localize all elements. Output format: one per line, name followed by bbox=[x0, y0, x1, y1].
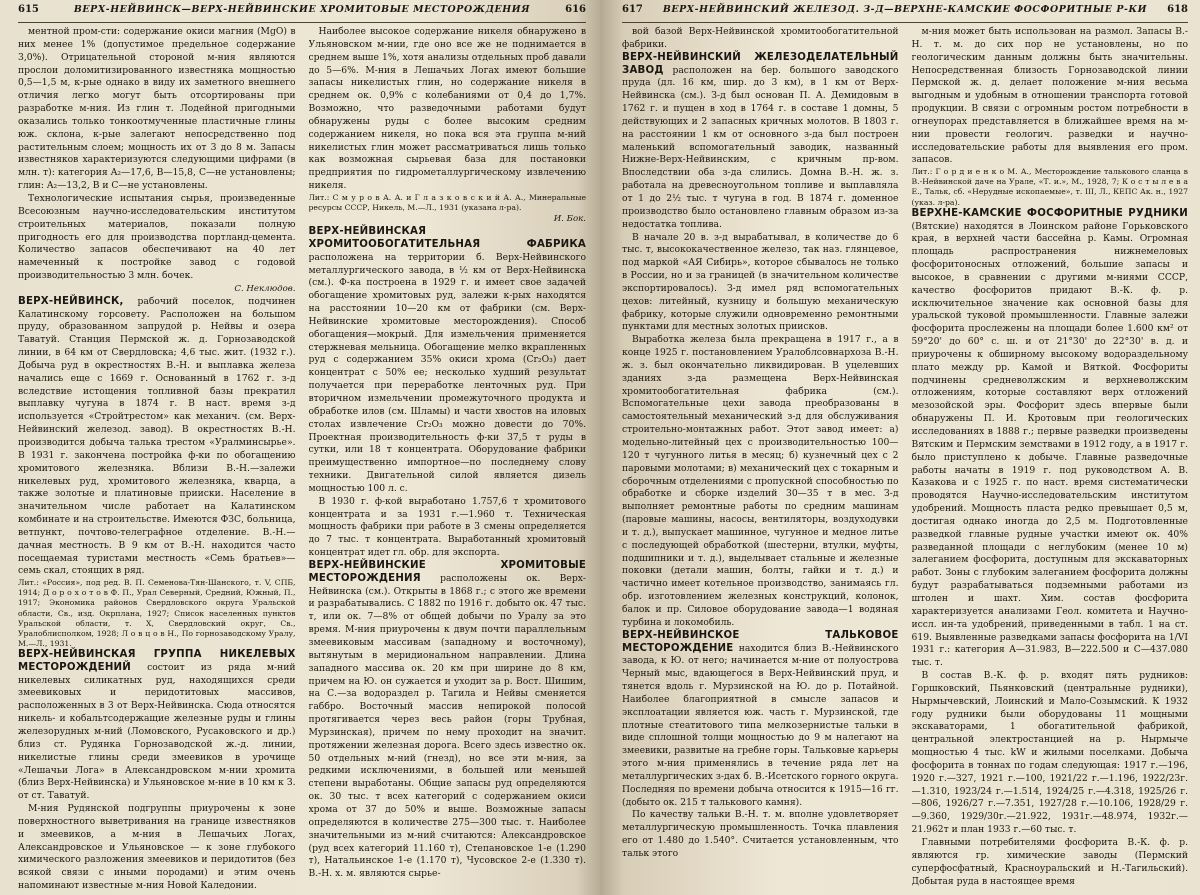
encyclopedia-entry bbox=[622, 630, 899, 810]
right-page bbox=[600, 0, 1200, 895]
encyclopedia-entry bbox=[622, 52, 899, 232]
entry-headword: ВЕРХ-НЕЙВИНСКОЕ ТАЛЬКОВОЕ МЕСТОРОЖДЕНИЕ bbox=[622, 629, 899, 654]
running-title: ВЕРХ-НЕЙВИНСК—ВЕРХ-НЕЙВИНСКИЕ ХРОМИТОВЫЕ МЕСТОРОЖДЕНИЯ bbox=[73, 4, 531, 15]
paragraph: В состав В.-К. ф. р. входят пять рудников: Горшковский, Пьянковский (центральные рудники), Нырмычевский, Лоинский и Мало-Созымский. К 1932 году рудники были оборудованы 11 мощными экскаваторами, 1 обогатительной фабрикой, центральной электростанцией на р. Нырмыче мощностью 4 тыс. kW и жилыми поселками. Добыча фосфорита в тоннах по годам следующая: 1917 г.—196, 1920 г.—327, 1921 г.—100, 1921/22 г.—1.196, 1922/23г.—1.310, 1923/24 г.—1.514, 1924/25 г.—4.318, 1925/26 г.—806, 1926/27 г.—7.351, 1927/28 г.—10.106, 1928/29 г.—9.360, 1929/30г.—21.922, 1931г.—48.974, 1932г.—21.962т и план 1933 г.—60 тыс. т. bbox=[911, 670, 1188, 836]
paragraph: Главными потребителями фосфорита В.-К. ф. р. являются гр. химические заводы (Пермский суперфосфатный, Красноуральский и Н.-Тагильский). Добытая руда в настоящее время bbox=[911, 837, 1188, 887]
paragraph: По качеству тальки В.-Н. т. м. вполне удовлетворяет металлургическую промышленность. Точка плавления его от 1.480 до 1.540°. Считается установленным, что тальк этого bbox=[622, 809, 899, 859]
encyclopedia-entry bbox=[18, 296, 296, 579]
entry-text: расположен на бер. большого заводского пруда (дл. 16 км, шир. до 3 км), в 1 км от Верх-Нейвинска (см.). З-д был основан П. А. Демидовым в 1762 г. и пущен в ход в 1764 г. в составе 1 домны, 5 действующих и 2 запасных кричных молотов. В 1803 г. на расстоянии 1 км от основного з-да был построен маленький вспомогательный заводик, названный Нижне-Верх-Нейвинским, с кричным пр-вом. Впоследствии оба з-да слились. Домна В.-Н. ж. з. работала на древесноугольном топливе и выплавляла от 1 до 2½ тыс. т чугуна в год. В 1874 г. доменное производство было остановлено главным образом из-за недостатка топлива. bbox=[622, 64, 899, 230]
running-title: ВЕРХ-НЕЙВИНСКИЙ ЖЕЛЕЗОД. З-Д—ВЕРХНЕ-КАМСКИЕ ФОСФОРИТНЫЕ Р-КИ bbox=[662, 4, 1148, 15]
page-number: 618 bbox=[1167, 4, 1188, 15]
text-columns bbox=[18, 26, 586, 891]
entry-text: рабочий поселок, подчинен Калатинскому горсовету. Расположен на большом пруду, образованном запрудой р. Нейвы и озера Таватуй. Станция Пермской ж. д. Горнозаводской линии, в 64 км от Свердловска; 4,6 тыс. жит. (1932 г.). Добыча руд в окрестностях В.-Н. и выплавка железа начались еще с 1669 г. Основанный в 1762 г. з-д вследствие истощения топливной базы прекратил выплавку чугуна в 1874 г. В наст. время з-д используется «Стройтрестом» как механич. (см. Верх-Нейвинский железод. завод). В окрестностях В.-Н. производится добыча талька трестом «Уралминсырье». В 1931 г. закончена постройка ф-ки по обогащению хромитового железняка. Вблизи В.-Н.—залежи никелевых руд, хромитового железняка, кварца, а также золотые и платиновые прииски. Население в значительном числе работает на Калатинском комбинате и на строительстве. Имеются ФЗС, больница, ветпункт, почтово-телеграфное отделение. В.-Н.—дачная местность. В 9 км от В.-Н. находится часто посещаемая туристами местность «Семь братьев»—семь скал, стоящих в ряд. bbox=[18, 295, 296, 577]
paragraph: В 1930 г. ф-кой выработано 1.757,6 т хромитового концентрата и за 1931 г.—1.960 т. Техническая мощность фабрики при работе в 3 смены определяется до 7 тыс. т концентрата. Выработанный хромитовый концентрат идет гл. обр. для экспорта. bbox=[308, 495, 586, 559]
header-rule bbox=[18, 22, 586, 23]
header-rule bbox=[622, 22, 1188, 23]
entry-headword: ВЕРХНЕ-КАМСКИЕ ФОСФОРИТНЫЕ РУДНИКИ bbox=[911, 207, 1188, 219]
paragraph: Наиболее высокое содержание никеля обнаружено в Ульяновском м-нии, где оно все же не поднимается в среднем выше 1%, хотя анализы отдельных проб давали до 5—6%. М-ния в Лешачьих Логах имеют большие запасы никелистых глин, но содержание никеля в среднем ок. 0,9% с колебаниями от 0,4 до 1,7%. Возможно, что разведочными работами будут обнаружены руды с более высоким средним содержанием никеля, но пока вся эта группа м-ний никелистых глин может рассматриваться лишь только как возможная сырьевая база для постановки предприятия по гидрометаллургическому извлечению никеля. bbox=[308, 26, 586, 192]
text-columns bbox=[622, 26, 1188, 891]
column bbox=[622, 26, 899, 891]
literature-reference: Лит.: Г о р д и е н к о М. А., Месторождение талькового сланца в В.-Нейвинской даче на Урале, «Т. и.», М., 1928, 7; К о с т ы л е в а Е., Тальк, сб. «Нерудные ископаемые», т. III, Л., КЕПС Ак. н., 1927 (указ. л-ра). bbox=[911, 167, 1188, 207]
entry-text: расположены ок. Верх-Нейвинска (см.). Открыты в 1868 г.; с этого же времени и разрабатывались. С 1882 по 1916 г. добыто ок. 47 тыс. т, или ок. 7—8% от общей добычи по Уралу за это время. М-ния приурочены к двум почти параллельным змеевиковым массивам (западному и восточному), вытянутым в меридиональном направлении. Длина западного массива ок. 20 км при ширине до 8 км, причем на Ю. он сужается и уходит за р. Вост. Шишим, на С.—за водораздел р. Тагила и Нейвы сменяется габбро. Восточный массив непирокой полосой протягивается через весь район (горы Трубная, Мурзинская), причем по нему проходит на значит. протяжении железная дорога. Всего здесь известно ок. 50 отдельных м-ний (гнезд), но все эти м-ния, за редкими исключениями, в большей или меньшей степени выработаны. Общие запасы руд определяются ок. 30 тыс. т всех категорий с содержанием окиси хрома от 37 до 50% и выше. Возможные запасы определяются в количестве 275—300 тыс. т. Наиболее значительными из м-ний считаются: Александровское (руд всех категорий 11.160 т), Степановское 1-е (1.290 т), Натальинское 1-е (1.170 т), Чусовское 2-е (1.330 т). В.-Н. х. м. являются сырье- bbox=[308, 572, 586, 880]
column bbox=[18, 26, 296, 891]
author-signature: С. Неклюдов. bbox=[234, 283, 296, 294]
paragraph: вой базой Верх-Нейвинской хромитообогатительной фабрики. bbox=[622, 26, 899, 50]
paragraph: ментной пром-сти: содержание окиси магния (MgO) в них менее 1% (допустимое предельное содержание 3,0%). Отрицательной стороной м-ния являются прослои доломитизированного известняка мощностью 0,5—1,5 м, к-рые однако в виду их заметного внешнего отличия легко могут быть отсортированы при разработке м-ния. Из глин т. Лодейной пригодными оказались только тонкоотмученные пластичные глины юж. склона, к-рые залегают непосредственно под растительным слоем; мощность их от 3 до 8 м. Запасы известняков характеризуются следующими цифрами (в млн. т): категория A₂—17,6, B—15,8, C—не установлены; глин: A₂—13,2, B и C—не установлены. bbox=[18, 26, 296, 192]
entry-text: расположена на территории б. Верх-Нейвинского металлургического завода, в ½ км от Верх-Нейвинска (см.). Ф-ка построена в 1929 г. и имеет свое задачей обогащение хромитовых руд, залежи к-рых находятся на расстоянии 10—20 км от фабрики (см. Верх-Нейвинские хромитовые месторождения). Способ обогащения—мокрый. Для измельчения применяется стержневая мельница. Обогащение мелко вкрапленных руд с содержанием 35% окиси хрома (Cr₂O₃) дает концентрат с 50% ее; несколько худший результат получается при переработке ленточных руд. При вторичном измельчении промежуточного продукта и обработке илов (см. Шламы) и части хвостов на иловых столах извлечение Cr₂O₃ можно довести до 70%. Проектная производительность ф-ки 37,5 т руды в сутки, или 18 т концентрата. Оборудование фабрики преимущественно импортное—по последнему слову техники. Двигательной силой является дизель мощностью 100 л. с. bbox=[308, 251, 586, 494]
entry-text: состоит из ряда м-ний никелевых силикатных руд, находящихся среди змеевиковых и перидотитовых массивов, расположенных в 3 от Верх-Нейвинска. Сюда относятся никель- и кобальтсодержащие железные руды и глины железорудных м-ний (Ломовского, Русаковского и др.) близ ст. Рудянка Горнозаводской ж.-д. линии, никелистые глины среди змеевиков в урочище «Лешачьи Лога» в Александровском м-нии хромита (близ Верх-Нейвинска) и Ульяновское м-ние в 10 км к З. от ст. Таватуй. bbox=[18, 661, 296, 802]
encyclopedia-entry bbox=[309, 560, 587, 881]
encyclopedia-entry bbox=[18, 649, 296, 803]
paragraph: Выработка железа была прекращена в 1917 г., а в конце 1925 г. постановлением Уралоблсовнархоза В.-Н. ж. з. был окончательно ликвидирован. В уцелевших зданиях з-да размещена Верх-Нейвинская хромитообогатительная фабрика (см.). Вспомогательные цехи завода преобразованы в самостоятельный механический з-д для обслуживания строительно-монтажных работ. Этот завод имеет: а) модельно-литейный цех с производительностью 100—120 т чугунного литья в месяц; б) кузнечный цех с 2 паровыми молотами; в) механический цех с токарным и сборочным отделениями с пропускной способностью по обработке и сборке изделий 30—35 т в мес. З-д выполняет ремонтные работы по средним машинам (паровые машины, насосы, вентиляторы, воздуходувки и т. д.), выпускает машинное, чугунное и медное литье с последующей обработкой (шестерни, втулки, муфты, подшипники и т. д.), выделывает стальные и железные поковки (детали машин, болты, гайки и т. д.) и частично имеет котельное производство, занимаясь гл. обр. изготовлением железных конструкций, колонок, балок и пр. Силовое оборудование завода—1 водяная турбина и локомобиль. bbox=[622, 334, 899, 628]
author-signature: И. Бок. bbox=[553, 214, 586, 225]
entry-headword: ВЕРХ-НЕЙВИНСКАЯ ГРУППА НИКЕЛЕВЫХ МЕСТОРОЖДЕНИЙ bbox=[18, 648, 296, 673]
entry-headword: ВЕРХ-НЕЙВИНСКАЯ ХРОМИТООБОГАТИТЕЛЬНАЯ ФАБРИКА bbox=[308, 226, 586, 250]
page-number: 615 bbox=[18, 4, 39, 15]
running-head bbox=[18, 4, 586, 20]
paragraph: В начале 20 в. з-д вырабатывал, в количестве до 6 тыс. т, высококачественное железо, так наз. глянцевое, под маркой «АЯ Сибирь», которое сбывалось не только в России, но и за границей (в значительном количестве экспортировалось). З-д имел ряд вспомогательных цехов: литейный, кузницу и большую механическую фабрику, которые служили одновременно ремонтными пунктами для местных золотых приисков. bbox=[622, 231, 899, 333]
entry-headword: ВЕРХ-НЕЙВИНСКИЕ ХРОМИТОВЫЕ МЕСТОРОЖДЕНИЯ bbox=[308, 559, 586, 584]
page-number: 616 bbox=[565, 4, 586, 15]
column bbox=[912, 26, 1189, 891]
encyclopedia-entry bbox=[912, 208, 1189, 670]
entry-text: находится близ В.-Нейвинского завода, к Ю. от него; начинается м-ние от полуострова Черный мыс, вдающегося в Верх-Нейвинский пруд, и тянется вдоль г. Мурзинской на Ю. до р. Потайной. Наиболее благоприятной в смысле запасов и эксплоатации является юж. часть г. Мурзинской, где плотные стеатитового типа мелкозернистые тальки в виде сплошной толщи мощностью до 9 м налегают на змеевики, развитые на гребне горы. Тальковые карьеры этого м-ния применялись в течение ряда лет на металлургических з-дах б. В.-Исетского горного округа. Последняя по времени добыча относится к 1915—16 гг. (добыто ок. 215 т талькового камня). bbox=[622, 642, 899, 808]
paragraph: м-ния может быть использован на размол. Запасы В.-Н. т. м. до сих пор не установлены, но по геологическим данным должны быть значительны. Непосредственная близость Горнозаводской линии Пермской ж. д. делает положение м-ния весьма выгодным и удобным в отношении транспорта готовой продукции. В связи с огромным ростом потребности в огнеупорах представляется в ближайшее время на м-нии провести геологич. разведки и научно-исследовательские работы для выявления его пром. запасов. bbox=[911, 26, 1188, 166]
entry-headword: ВЕРХ-НЕЙВИНСК, bbox=[18, 295, 124, 307]
page-number: 617 bbox=[622, 4, 643, 15]
entry-text: (Вятские) находятся в Лоинском районе Горьковского края, в верхней части бассейна р. Камы. Огромная площадь распространения нижнемеловых фосфоритоносных отложений, большие запасы и высокое, в сравнении с другими м-ниями СССР, качество фосфоритов придают В.-К. ф. р. исключительное значение как основной базы для уральской туковой промышленности. Главные залежи фосфорита прослежены на площади более 1.600 км² от 59°20' до 60° с. ш. и от 21°30' до 22°30' в. д. и приурочены к обширному высокому водораздельному плато между рр. Камой и Вяткой. Фосфориты подчинены средневолжским и верхневолжским отложениям, которые составляют верх отложений мезозойской эры. Фосфорит здесь впервые были обнаружены П. И. Кротовым при геологических исследованиях в 1888 г.; первые разведки произведены Вятским и Пермским земствами в 1912 году, а в 1917 г. было приступлено к добыче. Главные разведочные работы начаты в 1919 г. под руководством А. В. Казакова и с 1925 г. по наст. время систематически проводятся Научно-исследовательским институтом удобрений. Мощность пласта редко превышает 0,5 м, достигая однако иногда до 2,5 м. Подготовленные разведкой главные рудные участки имеют ок. 40% разведанной площади с неглубоким (менее 10 м) залеганием фосфорита, доступным для экскаваторных работ. Зоны с глубоким залеганием фосфорита должны будут разрабатываться подземными работами из штолен и шахт. Хим. состав фосфорита характеризуется анализами Геол. комитета и Научно-иссл. ин-та удобрений, приведенными в табл. 1 на ст. 619. Выявленные разведками запасы фосфорита на 1/VI 1931 г.: категория A—31.983, B—222.500 и C—437.080 тыс. т. bbox=[911, 220, 1188, 669]
entry-headword: ВЕРХ-НЕЙВИНСКИЙ ЖЕЛЕЗОДЕЛАТЕЛЬНЫЙ ЗАВОД bbox=[622, 51, 899, 76]
literature-reference: Лит.: «Россия», под ред. В. П. Семенова-Тян-Шанского, т. V, СПБ, 1914; Д о р о х о т о в Ф. П., Урал Северный, Средний, Южный, П., 1917; Экономика районов Свердловского округа Уральской области, Св., изд. Окрплана, 1927; Список населенных пунктов Уральской области, т. X, Свердловский округ, Св., Уралоблисполком, 1928; Л о в ц о в Н., По горнозаводскому Уралу, М.—Л., 1931. bbox=[18, 578, 296, 648]
encyclopedia-entry bbox=[309, 226, 587, 496]
paragraph: Технологические испытания сырья, произведенные Всесоюзным научно-исследовательским институтом строительных материалов, показали полную пригодность его для производства портланд-цемента. Количество запасов обеспечивают на 40 лет намеченный к постройке завод с годовой производительностью 3 млн. бочек. bbox=[18, 192, 296, 282]
running-head bbox=[622, 4, 1188, 20]
column bbox=[309, 26, 587, 891]
paragraph: М-ния Рудянской подгруппы приурочены к зоне поверхностного выветривания на границе известняков и змеевиков, а м-ния в Лешачьих Логах, Александровское и Ульяновское — к зоне глубокого химического разложения змеевиков и перидотитов (без всякой связи с иными породами) и этим очень напоминают известные м-ния Новой Каледонии. bbox=[18, 803, 296, 891]
literature-reference: Лит.: С м у р о в А. А. и Г л а з к о в с к и й А. А., Минеральные ресурсы СССР, Никель, М.—Л., 1931 (указана л-ра). bbox=[308, 192, 586, 213]
